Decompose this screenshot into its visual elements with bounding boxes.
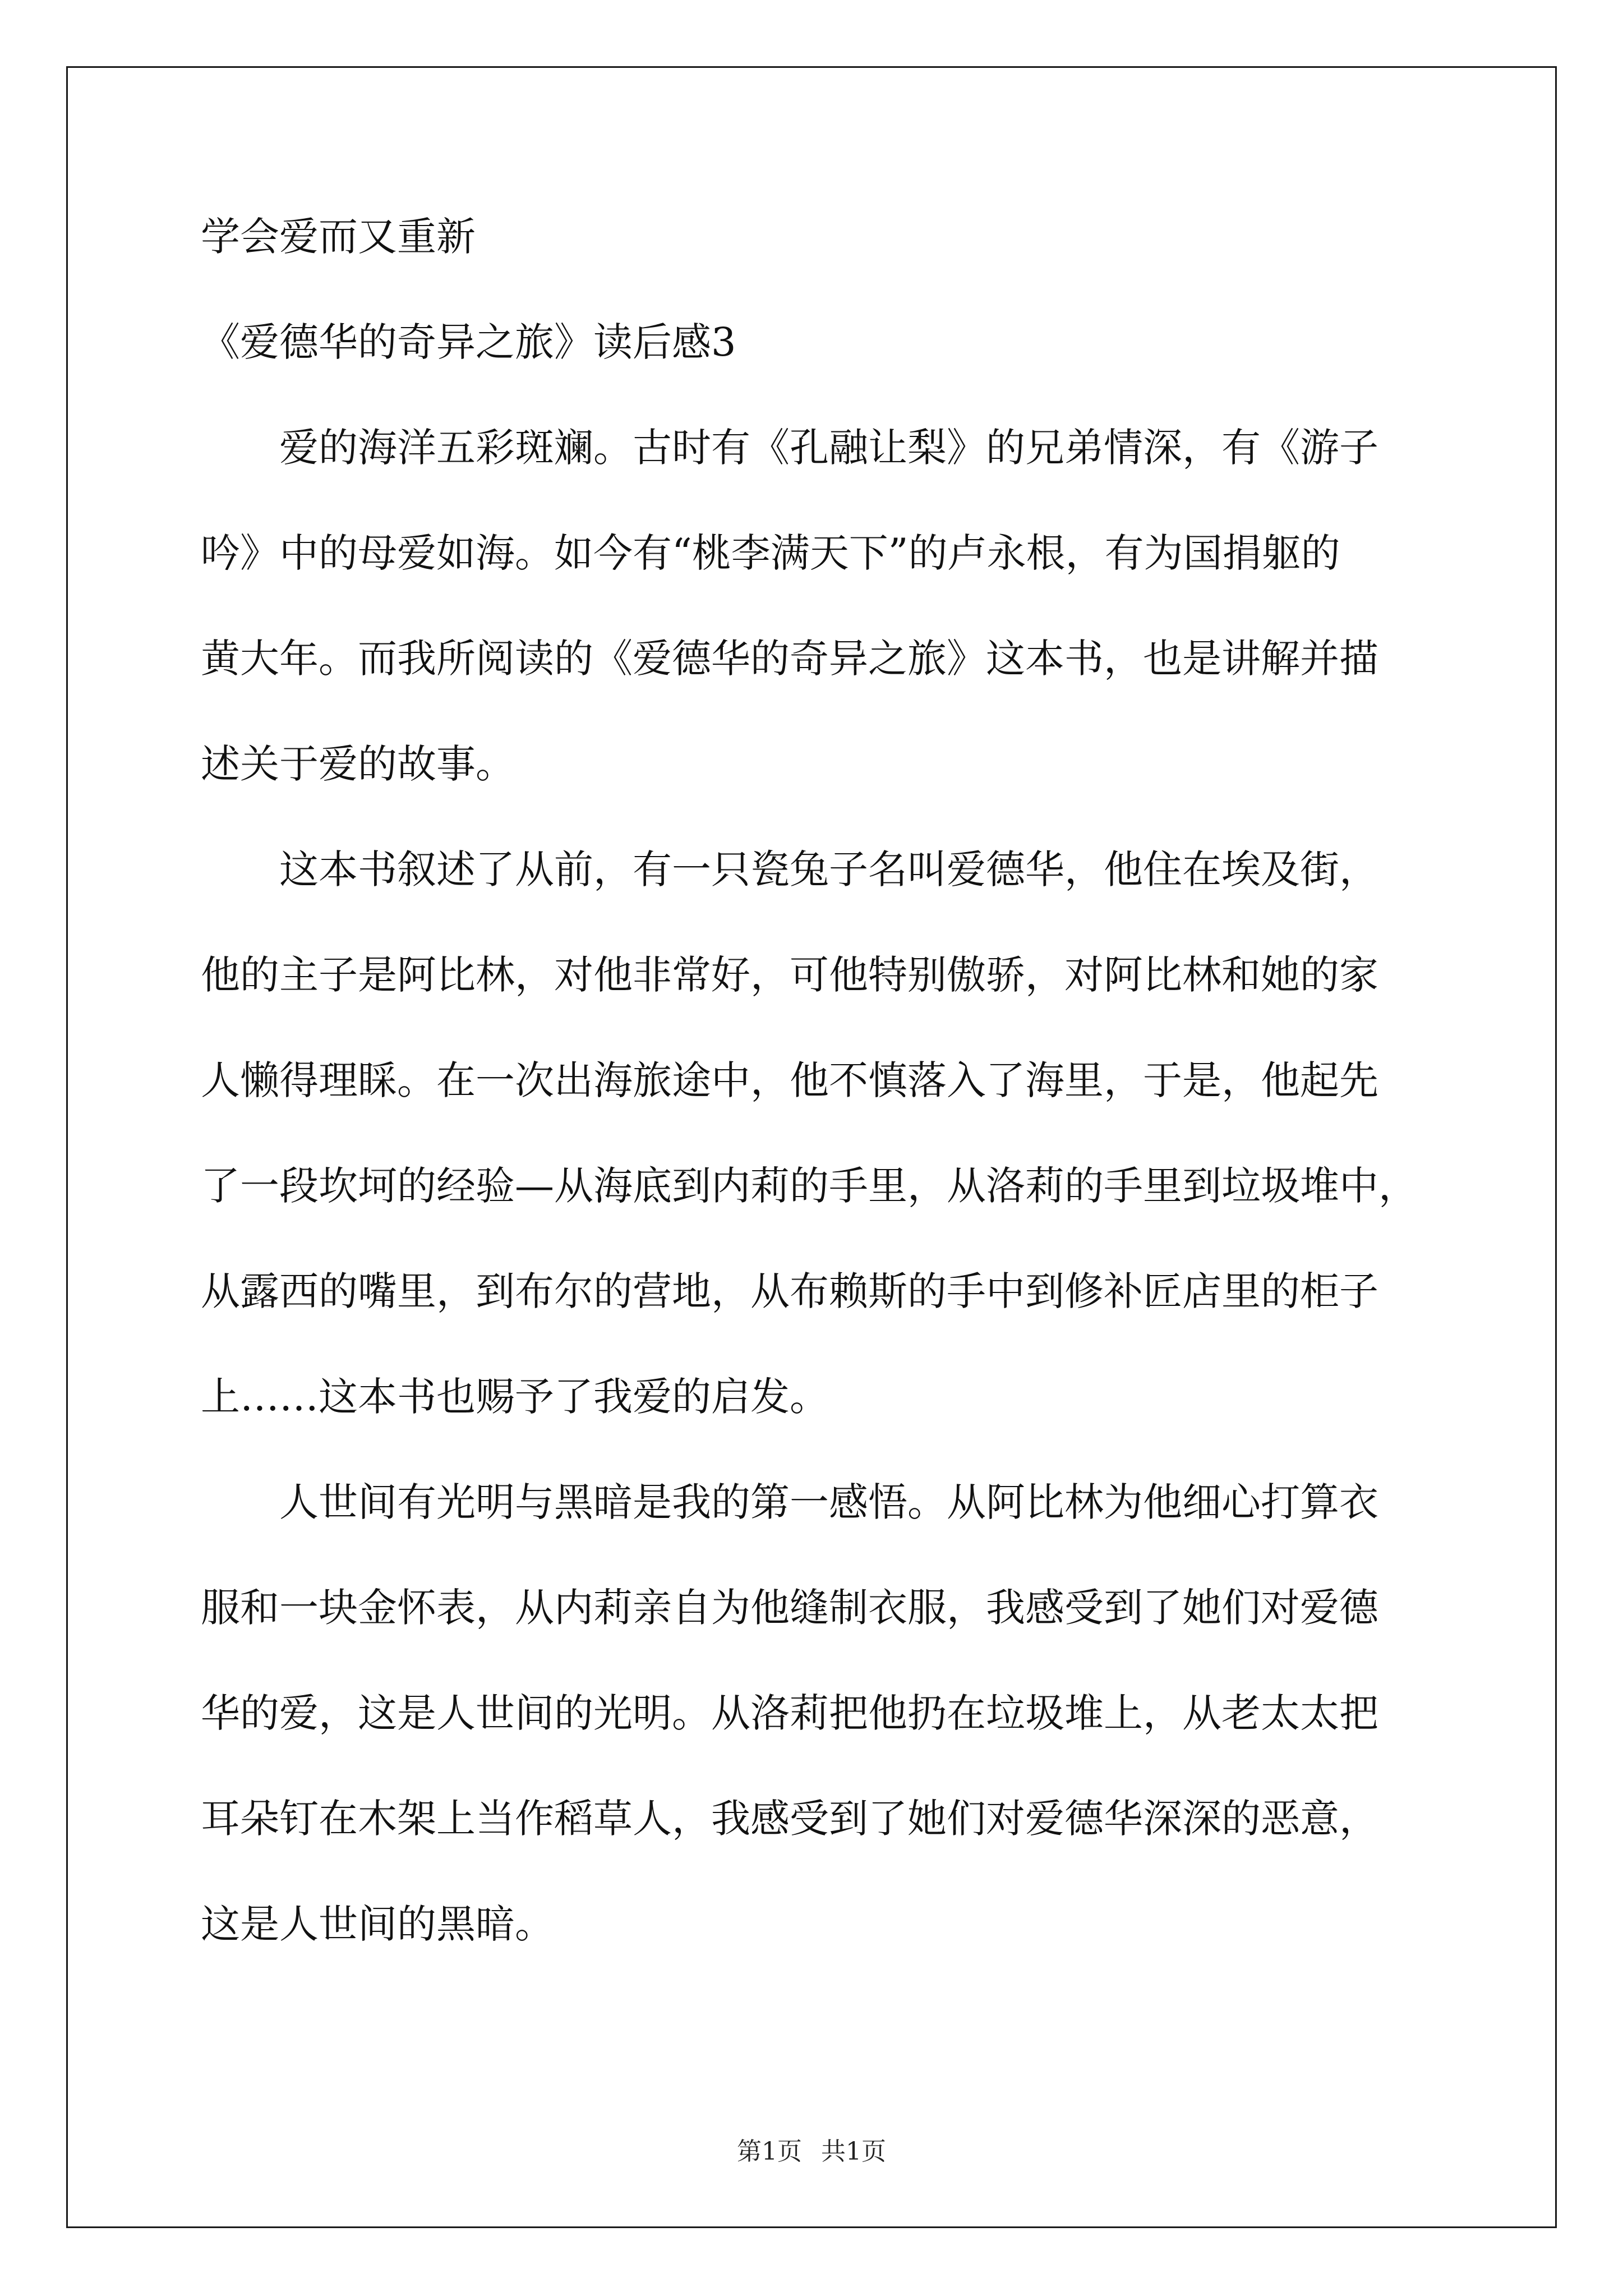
paragraph-line: 服和一块金怀表，从内莉亲自为他缝制衣服，我感受到了她们对爱德 — [201, 1585, 1378, 1631]
paragraph-line: 从露西的嘴里，到布尔的营地，从布赖斯的手中到修补匠店里的柜子 — [201, 1268, 1378, 1314]
page-total: 共1页 — [821, 2137, 886, 2166]
paragraph-3 — [201, 1476, 1422, 1950]
paragraph-line: 爱的海洋五彩斑斓。古时有《孔融让梨》的兄弟情深，有《游子 — [279, 425, 1378, 471]
document-subtitle: 《爱德华的奇异之旅》读后感3 — [201, 319, 736, 365]
paragraph-2 — [201, 843, 1422, 1423]
paragraph-line: 华的爱，这是人世间的光明。从洛莉把他扔在垃圾堆上，从老太太把 — [201, 1690, 1378, 1736]
paragraph-line: 耳朵钉在木架上当作稻草人，我感受到了她们对爱德华深深的恶意， — [201, 1796, 1378, 1842]
paragraph-line: 黄大年。而我所阅读的《爱德华的奇异之旅》这本书，也是讲解并描 — [201, 636, 1378, 682]
paragraph-line: 述关于爱的故事。 — [201, 741, 515, 787]
paragraph-line: 这本书叙述了从前，有一只瓷兔子名叫爱德华，他住在埃及街， — [279, 846, 1378, 892]
document-title: 学会爱而又重新 — [201, 214, 476, 260]
paragraph-line: 人世间有光明与黑暗是我的第一感悟。从阿比林为他细心打算衣 — [279, 1479, 1378, 1525]
paragraph-line: 人懒得理睬。在一次出海旅途中，他不慎落入了海里，于是，他起先 — [201, 1057, 1378, 1103]
paragraph-line: 吟》中的母爱如海。如今有“桃李满天下”的卢永根，有为国捐躯的 — [201, 530, 1340, 576]
paragraph-line: 上……这本书也赐予了我爱的启发。 — [201, 1374, 829, 1420]
page-footer — [0, 2136, 1623, 2168]
paragraph-1 — [201, 421, 1422, 790]
document-body — [201, 210, 1435, 2003]
paragraph-line: 这是人世间的黑暗。 — [201, 1901, 554, 1947]
paragraph-line: 他的主子是阿比林，对他非常好，可他特别傲骄，对阿比林和她的家 — [201, 952, 1378, 998]
paragraph-line: 了一段坎坷的经验—从海底到内莉的手里，从洛莉的手里到垃圾堆中， — [201, 1163, 1418, 1209]
page-number: 第1页 — [737, 2137, 802, 2166]
